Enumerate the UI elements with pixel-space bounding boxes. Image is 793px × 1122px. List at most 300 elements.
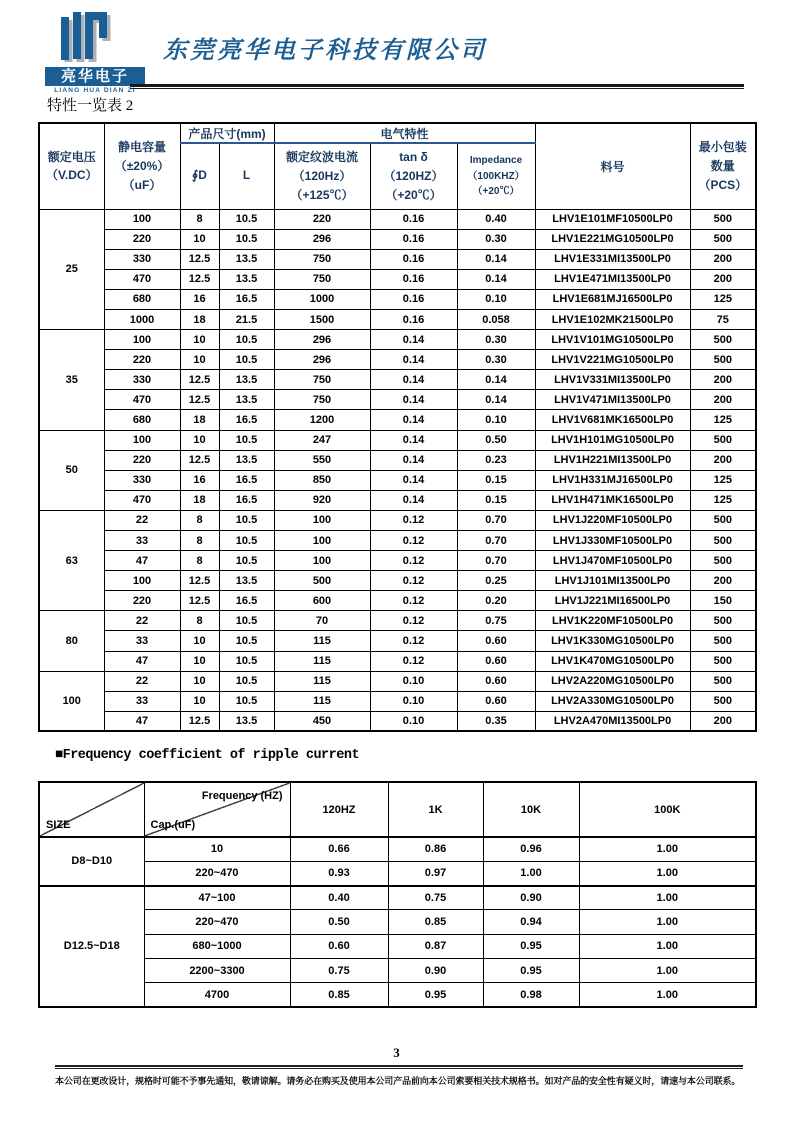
spec-cell: 0.40	[457, 209, 535, 229]
spec-row	[39, 410, 756, 430]
spec-row	[39, 671, 756, 691]
col-header-120hz: 120HZ	[290, 782, 388, 837]
coefficient-cell: 0.95	[483, 958, 579, 982]
spec-cell: 500	[690, 551, 756, 571]
spec-cell: 680	[104, 410, 180, 430]
spec-cell: 330	[104, 370, 180, 390]
corner-size-cell	[39, 782, 144, 837]
col-header-impedance	[457, 143, 535, 209]
freq-row	[39, 958, 756, 982]
spec-cell: 16.5	[219, 591, 274, 611]
spec-cell: 750	[274, 390, 370, 410]
spec-cell: 0.70	[457, 551, 535, 571]
spec-cell: 10	[180, 330, 219, 350]
spec-cell: 22	[104, 671, 180, 691]
coefficient-cell: 0.96	[483, 837, 579, 861]
spec-cell: 0.25	[457, 571, 535, 591]
cap-range-cell: 220~470	[144, 861, 290, 885]
spec-cell: 247	[274, 430, 370, 450]
spec-cell: 0.60	[457, 671, 535, 691]
freq-row	[39, 910, 756, 934]
spec-cell: 10	[180, 350, 219, 370]
spec-cell: 200	[690, 370, 756, 390]
spec-cell: 8	[180, 551, 219, 571]
spec-cell: 330	[104, 249, 180, 269]
spec-cell: 18	[180, 490, 219, 510]
spec-cell: 0.15	[457, 470, 535, 490]
coefficient-cell: 1.00	[579, 983, 756, 1007]
spec-cell: LHV1J220MF10500LP0	[535, 510, 690, 530]
spec-cell: 47	[104, 551, 180, 571]
spec-cell: 1500	[274, 309, 370, 329]
spec-cell: 10.5	[219, 691, 274, 711]
spec-table-body	[39, 209, 756, 731]
spec-cell: 0.12	[370, 631, 457, 651]
coefficient-cell: 0.98	[483, 983, 579, 1007]
spec-cell: 33	[104, 631, 180, 651]
spec-row	[39, 390, 756, 410]
spec-cell: 220	[104, 591, 180, 611]
spec-cell: 0.16	[370, 209, 457, 229]
spec-cell: 10.5	[219, 229, 274, 249]
coefficient-cell: 1.00	[579, 837, 756, 861]
spec-cell: LHV1V101MG10500LP0	[535, 330, 690, 350]
spec-cell: 10	[180, 430, 219, 450]
coefficient-cell: 0.85	[290, 983, 388, 1007]
spec-cell: 0.16	[370, 309, 457, 329]
coefficient-cell: 0.94	[483, 910, 579, 934]
freq-row	[39, 934, 756, 958]
imp-header-line1: Impedance	[469, 155, 523, 166]
spec-cell: 8	[180, 209, 219, 229]
spec-cell: 10.5	[219, 430, 274, 450]
spec-cell: 10.5	[219, 611, 274, 631]
coefficient-cell: 0.75	[290, 958, 388, 982]
spec-cell: 47	[104, 711, 180, 731]
spec-cell: 10	[180, 671, 219, 691]
spec-cell: 850	[274, 470, 370, 490]
spec-cell: 13.5	[219, 571, 274, 591]
voltage-header-line2: （V.DC）	[45, 168, 98, 183]
spec-cell: 220	[104, 229, 180, 249]
coefficient-cell: 0.85	[388, 910, 483, 934]
spec-cell: 12.5	[180, 390, 219, 410]
spec-cell: 200	[690, 249, 756, 269]
spec-cell: 0.12	[370, 591, 457, 611]
voltage-cell: 63	[39, 510, 104, 610]
voltage-cell: 25	[39, 209, 104, 330]
spec-cell: 10.5	[219, 551, 274, 571]
spec-cell: 12.5	[180, 591, 219, 611]
coefficient-cell: 0.95	[388, 983, 483, 1007]
spec-cell: 330	[104, 470, 180, 490]
spec-cell: LHV1J101MI13500LP0	[535, 571, 690, 591]
spec-cell: 10.5	[219, 209, 274, 229]
spec-cell: 0.14	[457, 269, 535, 289]
cap-range-cell: 680~1000	[144, 934, 290, 958]
spec-cell: 13.5	[219, 269, 274, 289]
spec-cell: 296	[274, 229, 370, 249]
spec-cell: 0.12	[370, 551, 457, 571]
footer-divider	[55, 1065, 743, 1069]
spec-cell: 0.14	[457, 390, 535, 410]
spec-row	[39, 651, 756, 671]
spec-cell: LHV1H221MI13500LP0	[535, 450, 690, 470]
freq-row	[39, 861, 756, 885]
coefficient-cell: 0.75	[388, 886, 483, 910]
spec-cell: 0.10	[370, 711, 457, 731]
coefficient-cell: 0.50	[290, 910, 388, 934]
cap-header-line2: （±20%）	[114, 158, 170, 173]
spec-cell: 0.14	[457, 370, 535, 390]
spec-cell: 0.14	[370, 430, 457, 450]
spec-cell: 0.16	[370, 269, 457, 289]
spec-cell: 500	[690, 330, 756, 350]
spec-cell: 0.14	[370, 470, 457, 490]
spec-cell: 600	[274, 591, 370, 611]
spec-row	[39, 430, 756, 450]
footer-disclaimer: 本公司在更改设计，规格时可能不予事先通知，敬请谅解。请务必在购买及使用本公司产品前向本公司索要相关技术规格书。如对产品的安全性有疑义时，请速与本公司联系。	[55, 1076, 741, 1086]
spec-cell: 12.5	[180, 249, 219, 269]
spec-cell: 18	[180, 410, 219, 430]
spec-cell: 150	[690, 591, 756, 611]
spec-cell: 470	[104, 269, 180, 289]
spec-cell: LHV1J470MF10500LP0	[535, 551, 690, 571]
spec-cell: 115	[274, 631, 370, 651]
spec-cell: 0.10	[457, 289, 535, 309]
spec-cell: 10	[180, 691, 219, 711]
col-header-min-packing	[690, 123, 756, 209]
spec-cell: 0.14	[370, 410, 457, 430]
spec-cell: 8	[180, 510, 219, 530]
spec-cell: 500	[690, 691, 756, 711]
size-label: SIZE	[46, 819, 71, 831]
spec-cell: LHV1V471MI13500LP0	[535, 390, 690, 410]
pack-header-line2: 数量（PCS）	[698, 158, 748, 192]
spec-cell: 500	[690, 671, 756, 691]
spec-cell: 100	[274, 510, 370, 530]
spec-cell: 200	[690, 571, 756, 591]
coefficient-cell: 0.87	[388, 934, 483, 958]
col-header-ripple	[274, 143, 370, 209]
logo-lh-icon	[61, 12, 121, 62]
spec-cell: 0.60	[457, 651, 535, 671]
coefficient-cell: 0.60	[290, 934, 388, 958]
page-number: 3	[393, 1045, 400, 1060]
col-header-capacitance	[104, 123, 180, 209]
coefficient-cell: 0.95	[483, 934, 579, 958]
spec-cell: 1000	[274, 289, 370, 309]
spec-cell: 21.5	[219, 309, 274, 329]
spec-cell: 0.16	[370, 249, 457, 269]
spec-cell: 13.5	[219, 370, 274, 390]
spec-cell: 10	[180, 631, 219, 651]
spec-cell: 16.5	[219, 410, 274, 430]
spec-cell: 12.5	[180, 370, 219, 390]
freq-row	[39, 886, 756, 910]
spec-cell: LHV1E331MI13500LP0	[535, 249, 690, 269]
spec-cell: 750	[274, 269, 370, 289]
col-header-1k: 1K	[388, 782, 483, 837]
tan-header-line2: （120HZ）	[383, 168, 444, 183]
spec-header-group-row	[39, 123, 756, 143]
spec-cell: LHV1V331MI13500LP0	[535, 370, 690, 390]
spec-cell: 500	[690, 651, 756, 671]
frequency-section-title: ■Frequency coefficient of ripple current	[55, 748, 360, 763]
spec-cell: 0.10	[370, 671, 457, 691]
col-group-dimensions: 产品尺寸(mm)	[180, 123, 274, 143]
freq-table-body	[39, 837, 756, 1007]
coefficient-cell: 1.00	[579, 910, 756, 934]
spec-cell: 500	[690, 229, 756, 249]
spec-row	[39, 490, 756, 510]
spec-cell: 18	[180, 309, 219, 329]
spec-row	[39, 591, 756, 611]
spec-cell: 920	[274, 490, 370, 510]
spec-cell: 10.5	[219, 671, 274, 691]
spec-row	[39, 229, 756, 249]
spec-row	[39, 711, 756, 731]
spec-cell: LHV1E221MG10500LP0	[535, 229, 690, 249]
spec-cell: 0.50	[457, 430, 535, 450]
coefficient-cell: 0.90	[483, 886, 579, 910]
spec-cell: 500	[690, 430, 756, 450]
spec-cell: 70	[274, 611, 370, 631]
spec-cell: 16.5	[219, 289, 274, 309]
spec-cell: LHV1J330MF10500LP0	[535, 531, 690, 551]
spec-cell: 500	[690, 510, 756, 530]
imp-header-line2: （100KHZ）	[467, 170, 525, 182]
spec-row	[39, 309, 756, 329]
spec-cell: 0.15	[457, 490, 535, 510]
coefficient-cell: 1.00	[483, 861, 579, 885]
coefficient-cell: 0.66	[290, 837, 388, 861]
spec-cell: 0.10	[457, 410, 535, 430]
spec-cell: 500	[690, 631, 756, 651]
cap-range-cell: 220~470	[144, 910, 290, 934]
spec-cell: 100	[274, 531, 370, 551]
coefficient-cell: 0.86	[388, 837, 483, 861]
spec-cell: LHV1E102MK21500LP0	[535, 309, 690, 329]
spec-cell: 13.5	[219, 390, 274, 410]
spec-cell: LHV1J221MI16500LP0	[535, 591, 690, 611]
col-header-10k: 10K	[483, 782, 579, 837]
coefficient-cell: 0.97	[388, 861, 483, 885]
col-header-part-number: 料号	[535, 123, 690, 209]
company-logo	[45, 12, 149, 94]
spec-cell: 200	[690, 390, 756, 410]
spec-cell: 0.14	[370, 490, 457, 510]
freq-row	[39, 837, 756, 861]
freq-header-row	[39, 782, 756, 837]
spec-cell: 500	[274, 571, 370, 591]
coefficient-cell: 1.00	[579, 934, 756, 958]
spec-cell: 10.5	[219, 651, 274, 671]
spec-row	[39, 289, 756, 309]
spec-cell: 0.60	[457, 691, 535, 711]
spec-cell: 100	[274, 551, 370, 571]
spec-cell: 0.75	[457, 611, 535, 631]
spec-cell: LHV2A470MI13500LP0	[535, 711, 690, 731]
spec-cell: 0.14	[370, 390, 457, 410]
logo-en-text: LIANG HUA DIAN ZI	[54, 87, 136, 94]
spec-cell: 0.10	[370, 691, 457, 711]
spec-cell: 0.12	[370, 651, 457, 671]
spec-cell: 200	[690, 711, 756, 731]
spec-row	[39, 269, 756, 289]
spec-cell: 0.30	[457, 229, 535, 249]
spec-cell: LHV1K220MF10500LP0	[535, 611, 690, 631]
spec-cell: 10	[180, 229, 219, 249]
spec-cell: 1000	[104, 309, 180, 329]
spec-cell: 10	[180, 651, 219, 671]
spec-cell: LHV1H471MK16500LP0	[535, 490, 690, 510]
spec-cell: 750	[274, 370, 370, 390]
spec-cell: 12.5	[180, 571, 219, 591]
spec-cell: 0.60	[457, 631, 535, 651]
cap-range-cell: 4700	[144, 983, 290, 1007]
spec-cell: 0.14	[370, 330, 457, 350]
ripple-header-line1: 额定纹波电流	[285, 150, 358, 165]
voltage-cell: 35	[39, 330, 104, 430]
spec-cell: 0.14	[370, 370, 457, 390]
spec-cell: 550	[274, 450, 370, 470]
spec-cell: LHV1H101MG10500LP0	[535, 430, 690, 450]
spec-cell: 220	[104, 450, 180, 470]
size-cell: D12.5~D18	[39, 886, 144, 1007]
spec-cell: 200	[690, 269, 756, 289]
spec-cell: 0.70	[457, 531, 535, 551]
spec-cell: 16	[180, 470, 219, 490]
coefficient-cell: 1.00	[579, 861, 756, 885]
coefficient-cell: 0.90	[388, 958, 483, 982]
spec-cell: 10.5	[219, 531, 274, 551]
spec-cell: 33	[104, 531, 180, 551]
spec-cell: 8	[180, 531, 219, 551]
spec-cell: 0.14	[370, 350, 457, 370]
voltage-header-line1: 额定电压	[47, 149, 96, 164]
frequency-label: Frequency (HZ)	[201, 790, 283, 802]
spec-cell: 13.5	[219, 249, 274, 269]
imp-header-line3: （+20℃）	[472, 186, 520, 197]
spec-cell: 100	[104, 571, 180, 591]
spec-cell: 0.12	[370, 571, 457, 591]
spec-cell: 0.30	[457, 330, 535, 350]
spec-cell: 0.70	[457, 510, 535, 530]
spec-cell: 500	[690, 350, 756, 370]
spec-cell: 500	[690, 209, 756, 229]
spec-cell: 0.14	[457, 249, 535, 269]
spec-cell: 0.30	[457, 350, 535, 370]
col-header-tan-delta	[370, 143, 457, 209]
logo-cn-text: 亮华电子	[45, 67, 145, 86]
spec-cell: 22	[104, 510, 180, 530]
spec-cell: 200	[690, 450, 756, 470]
freq-row	[39, 983, 756, 1007]
spec-cell: 100	[104, 330, 180, 350]
spec-cell: 1200	[274, 410, 370, 430]
spec-cell: LHV1V221MG10500LP0	[535, 350, 690, 370]
spec-cell: 0.16	[370, 289, 457, 309]
spec-cell: 296	[274, 350, 370, 370]
cap-range-cell: 2200~3300	[144, 958, 290, 982]
spec-cell: 0.14	[370, 450, 457, 470]
spec-row	[39, 470, 756, 490]
spec-cell: 125	[690, 470, 756, 490]
spec-cell: 450	[274, 711, 370, 731]
spec-cell: 12.5	[180, 711, 219, 731]
spec-cell: 75	[690, 309, 756, 329]
spec-cell: 296	[274, 330, 370, 350]
voltage-cell: 100	[39, 671, 104, 731]
spec-cell: 0.23	[457, 450, 535, 470]
spec-cell: LHV2A220MG10500LP0	[535, 671, 690, 691]
col-header-length: L	[219, 143, 274, 209]
company-name: 东莞亮华电子科技有限公司	[163, 38, 487, 64]
spec-cell: 13.5	[219, 450, 274, 470]
cap-range-cell: 10	[144, 837, 290, 861]
spec-cell: 16	[180, 289, 219, 309]
spec-cell: 22	[104, 611, 180, 631]
spec-cell: 470	[104, 390, 180, 410]
spec-row	[39, 611, 756, 631]
page-title: 特性一览表 2	[47, 98, 134, 114]
spec-cell: 13.5	[219, 711, 274, 731]
spec-cell: 10.5	[219, 330, 274, 350]
spec-cell: LHV1H331MJ16500LP0	[535, 470, 690, 490]
spec-cell: 0.12	[370, 531, 457, 551]
cap-label: Cap.(uF)	[150, 819, 196, 831]
corner-freq-cap-cell	[144, 782, 290, 837]
pack-header-line1: 最小包装	[698, 140, 747, 155]
coefficient-cell: 1.00	[579, 958, 756, 982]
ripple-header-line2: （120Hz）	[292, 168, 352, 183]
spec-row	[39, 551, 756, 571]
spec-cell: 125	[690, 490, 756, 510]
spec-row	[39, 510, 756, 530]
tan-header-line1: tan δ	[399, 150, 428, 165]
spec-row	[39, 691, 756, 711]
spec-cell: 470	[104, 490, 180, 510]
spec-cell: 33	[104, 691, 180, 711]
spec-cell: 100	[104, 209, 180, 229]
spec-row	[39, 350, 756, 370]
spec-row	[39, 450, 756, 470]
col-header-100k: 100K	[579, 782, 756, 837]
coefficient-cell: 0.40	[290, 886, 388, 910]
spec-cell: 115	[274, 651, 370, 671]
spec-row	[39, 571, 756, 591]
ripple-header-line3: （+125℃）	[290, 187, 354, 202]
spec-cell: 750	[274, 249, 370, 269]
coefficient-cell: 0.93	[290, 861, 388, 885]
spec-cell: 47	[104, 651, 180, 671]
spec-cell: LHV1K470MG10500LP0	[535, 651, 690, 671]
spec-cell: 10.5	[219, 350, 274, 370]
spec-cell: 680	[104, 289, 180, 309]
spec-cell: LHV1V681MK16500LP0	[535, 410, 690, 430]
spec-cell: 12.5	[180, 269, 219, 289]
spec-cell: 8	[180, 611, 219, 631]
spec-cell: 0.058	[457, 309, 535, 329]
voltage-cell: 50	[39, 430, 104, 510]
tan-header-line3: （+20℃）	[385, 187, 442, 202]
header-divider	[130, 84, 744, 89]
spec-cell: LHV1E681MJ16500LP0	[535, 289, 690, 309]
spec-cell: 220	[104, 350, 180, 370]
frequency-coefficient-table	[38, 781, 757, 1008]
spec-cell: 0.16	[370, 229, 457, 249]
